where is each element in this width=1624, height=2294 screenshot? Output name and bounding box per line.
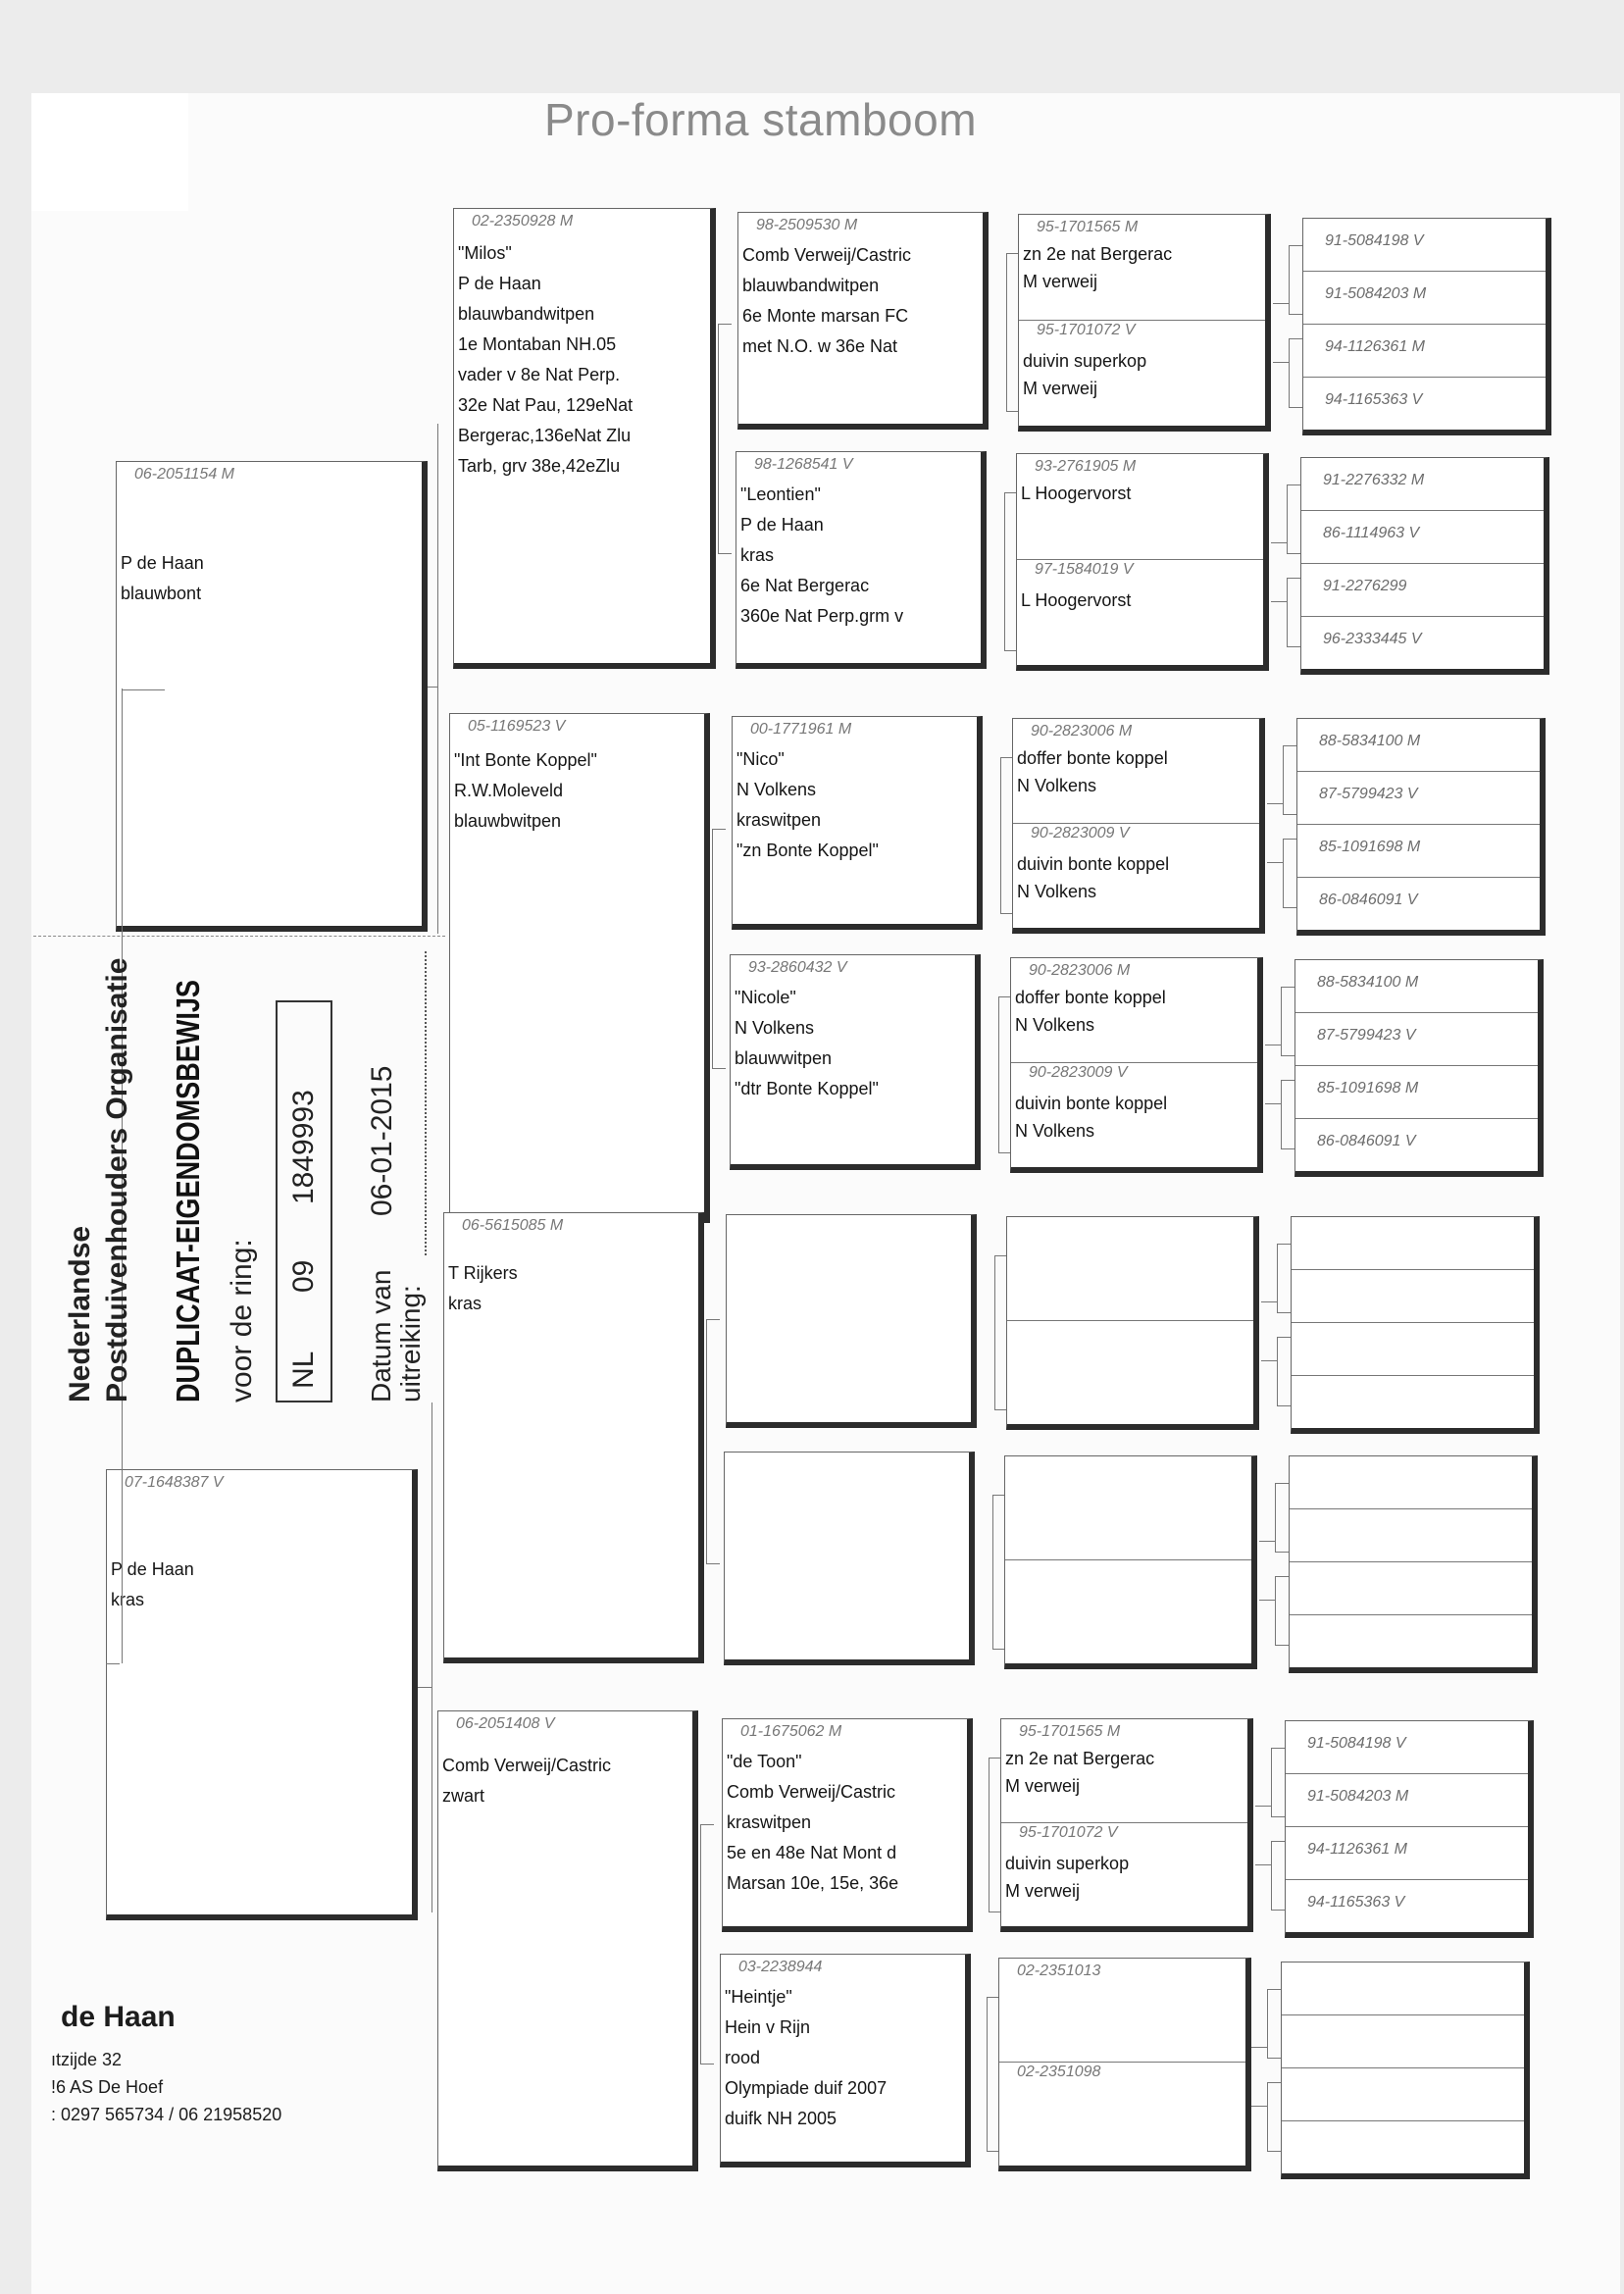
pair-bracket xyxy=(1267,2082,1281,2152)
pair-divider xyxy=(1019,320,1265,321)
ring-number: 94-1126361 M xyxy=(1303,325,1546,378)
separator-line xyxy=(33,936,445,937)
pair-bracket xyxy=(1004,492,1016,651)
pedigree-text: vader v 8e Nat Perp. xyxy=(458,365,621,384)
pair-divider xyxy=(1005,1559,1251,1560)
page-title: Pro-forma stamboom xyxy=(544,94,978,145)
ring-number: 86-0846091 V xyxy=(1317,1133,1416,1149)
pair-bracket xyxy=(1271,1841,1285,1911)
pedigree-text: Bergerac,136eNat Zlu xyxy=(458,426,632,445)
pair-divider xyxy=(1001,1822,1247,1823)
org-name-line2: Postduivenhouders Organisatie xyxy=(101,957,133,1402)
great-grandparent-box xyxy=(720,1954,971,2167)
parent-box xyxy=(106,1469,418,1920)
ring-number xyxy=(1282,2015,1524,2068)
connector-line xyxy=(106,1663,120,1664)
ancestor-pair-box xyxy=(1010,957,1263,1173)
ring-number xyxy=(1290,1456,1532,1509)
pair-bracket xyxy=(1281,1080,1294,1149)
ring-number xyxy=(1290,1509,1532,1562)
owner-phone: : 0297 565734 / 06 21958520 xyxy=(51,2105,282,2124)
pedigree-text: zn 2e nat Bergerac xyxy=(1023,244,1173,264)
pair-bracket xyxy=(1289,245,1302,315)
pedigree-text: doffer bonte koppel xyxy=(1015,988,1166,1007)
pedigree-text: N Volkens xyxy=(735,1018,815,1038)
ring-number: 98-1268541 V xyxy=(754,456,853,473)
ancestor-group-box xyxy=(1281,1962,1530,2179)
ring-number: 90-2823006 M xyxy=(1029,962,1131,979)
ancestor-group-box xyxy=(1289,1455,1538,1673)
pedigree-text: kras xyxy=(740,545,775,565)
ring-number: 93-2761905 M xyxy=(1035,458,1137,475)
pair-bracket xyxy=(1277,1337,1291,1406)
certificate-title: DUPLICAAT-EIGENDOMSBEWIJS xyxy=(170,980,206,1402)
pedigree-text: N Volkens xyxy=(736,780,817,799)
ownership-certificate xyxy=(54,957,584,1402)
pair-bracket xyxy=(1271,1748,1285,1817)
pedigree-text: 6e Nat Bergerac xyxy=(740,576,870,595)
ring-number: 85-1091698 M xyxy=(1297,825,1540,878)
ancestor-group-box xyxy=(1294,959,1544,1177)
pair-bracket xyxy=(718,324,732,554)
pedigree-text: Olympiade duif 2007 xyxy=(725,2078,888,2098)
pair-bracket xyxy=(1275,1483,1289,1553)
ring-number: 06-2051408 V xyxy=(456,1715,555,1732)
connector-line xyxy=(1251,2047,1267,2048)
ring-number: 90-2823006 M xyxy=(1031,723,1133,739)
ring-number: 87-5799423 V xyxy=(1295,1013,1538,1066)
pedigree-text: blauwbwitpen xyxy=(454,811,562,831)
pair-bracket xyxy=(1283,839,1296,908)
ring-number: 88-5834100 M xyxy=(1295,960,1538,1013)
ring-number: 03-2238944 xyxy=(738,1959,823,1975)
connector-line xyxy=(1273,303,1289,304)
ring-number: 86-0846091 V xyxy=(1319,892,1418,908)
grandparent-box xyxy=(453,208,716,669)
connector-line xyxy=(1265,1103,1281,1104)
connector-line xyxy=(1255,1806,1271,1807)
ring-number: 05-1169523 V xyxy=(468,718,566,735)
ring-number xyxy=(1292,1376,1534,1429)
connector-line xyxy=(437,424,438,934)
pair-divider xyxy=(1007,1320,1253,1321)
ring-number: 06-2051154 M xyxy=(134,466,234,483)
great-grandparent-box xyxy=(732,716,983,930)
pedigree-text: "Nico" xyxy=(736,749,785,769)
ring-number: 1849993 xyxy=(287,1090,320,1204)
ring-number: 98-2509530 M xyxy=(756,217,858,233)
ring-number: 95-1701072 V xyxy=(1019,1824,1118,1841)
ring-number: 95-1701565 M xyxy=(1037,219,1139,235)
issue-date: 06-01-2015 xyxy=(366,1065,398,1216)
ring-number: 86-1114963 V xyxy=(1301,511,1544,564)
connector-line xyxy=(1261,1301,1277,1302)
ancestor-pair-box xyxy=(1018,214,1271,432)
issue-date-label-2: uitreiking: xyxy=(395,1285,426,1402)
owner-postcode: !6 AS De Hoef xyxy=(51,2077,164,2097)
ancestor-group-box xyxy=(1291,1216,1540,1434)
pedigree-text: blauwbont xyxy=(121,584,202,603)
dotted-rule xyxy=(425,951,427,1255)
pair-bracket xyxy=(1283,745,1296,815)
ring-number: 87-5799423 V xyxy=(1297,772,1540,825)
connector-line xyxy=(418,1687,431,1688)
ring-number: 93-2860432 V xyxy=(748,959,847,976)
pedigree-text: "Int Bonte Koppel" xyxy=(454,750,597,770)
pedigree-text: L Hoogervorst xyxy=(1021,590,1132,610)
pedigree-text: duivin bonte koppel xyxy=(1017,854,1170,874)
pair-bracket xyxy=(987,1997,998,2152)
pedigree-text: met N.O. w 36e Nat xyxy=(742,336,898,356)
ancestor-pair-box xyxy=(1004,1455,1257,1669)
pedigree-text: doffer bonte koppel xyxy=(1017,748,1168,768)
ring-number xyxy=(1290,1562,1532,1615)
ring-number: 88-5834100 M xyxy=(1297,719,1540,772)
pedigree-text: P de Haan xyxy=(111,1559,194,1579)
pedigree-text: 1e Montaban NH.05 xyxy=(458,334,617,354)
pedigree-text: M verweij xyxy=(1005,1881,1081,1901)
connector-line xyxy=(1271,542,1287,543)
pair-bracket xyxy=(1287,578,1300,647)
pedigree-text: N Volkens xyxy=(1017,882,1097,901)
owner-name: de Haan xyxy=(61,2001,176,2033)
great-grandparent-box xyxy=(736,451,987,669)
ring-number: 94-1165363 V xyxy=(1325,391,1423,408)
pedigree-text: N Volkens xyxy=(1015,1121,1095,1141)
ancestor-pair-box xyxy=(1000,1718,1253,1932)
ring-number: 02-2350928 M xyxy=(472,213,574,229)
ring-number: 06-5615085 M xyxy=(462,1217,564,1234)
ring-number xyxy=(1292,1270,1534,1323)
pedigree-text: duifk NH 2005 xyxy=(725,2109,837,2128)
pair-bracket xyxy=(1275,1576,1289,1646)
ancestor-group-box xyxy=(1302,218,1551,435)
issue-date-label-1: Datum van xyxy=(366,1269,396,1402)
pedigree-text: 6e Monte marsan FC xyxy=(742,306,909,326)
pair-bracket xyxy=(1000,757,1012,914)
pedigree-text: "de Toon" xyxy=(727,1752,802,1771)
pedigree-text: 5e en 48e Nat Mont d xyxy=(727,1843,897,1862)
ring-number-box xyxy=(276,1000,332,1402)
ring-number: 91-2276299 xyxy=(1301,564,1544,617)
ring-number xyxy=(1292,1323,1534,1376)
pedigree-text: rood xyxy=(725,2048,761,2067)
pedigree-text: Tarb, grv 38e,42eZlu xyxy=(458,456,621,476)
pair-divider xyxy=(1013,823,1259,824)
blank-corner xyxy=(31,93,188,211)
connector-line xyxy=(1259,1541,1275,1542)
ring-number xyxy=(1292,1217,1534,1270)
ring-number: 91-5084203 M xyxy=(1303,272,1546,325)
ring-number: 91-5084198 V xyxy=(1286,1721,1528,1774)
great-grandparent-box xyxy=(737,212,989,430)
pedigree-text: T Rijkers xyxy=(448,1263,518,1283)
connector-line xyxy=(1259,1600,1275,1601)
pedigree-text: kras xyxy=(111,1590,145,1609)
pedigree-text: Hein v Rijn xyxy=(725,2017,811,2037)
ring-number: 91-5084203 M xyxy=(1286,1774,1528,1827)
ring-number: 94-1165363 V xyxy=(1307,1894,1405,1911)
ring-number xyxy=(1282,1963,1524,2015)
ancestor-pair-box xyxy=(1006,1216,1259,1430)
connector-line xyxy=(1261,1360,1277,1361)
pair-bracket xyxy=(992,1495,1004,1650)
ancestor-pair-box xyxy=(1012,718,1265,934)
ring-number: 94-1126361 M xyxy=(1286,1827,1528,1880)
pair-divider xyxy=(1017,559,1263,560)
ring-number: 90-2823009 V xyxy=(1029,1064,1128,1081)
pedigree-text: blauwwitpen xyxy=(735,1048,833,1068)
pair-bracket xyxy=(1281,987,1294,1056)
ring-year: 09 xyxy=(287,1259,320,1293)
pair-bracket xyxy=(1006,253,1018,412)
ring-number: 96-2333445 V xyxy=(1323,631,1422,647)
pedigree-text: Comb Verweij/Castric xyxy=(742,245,912,265)
pair-bracket xyxy=(712,829,726,1069)
pedigree-text: "Leontien" xyxy=(740,484,821,504)
connector-line xyxy=(431,1402,432,1912)
ring-number: 02-2351013 xyxy=(1017,1963,1101,1979)
connector-line xyxy=(428,687,437,688)
pedigree-text: "Nicole" xyxy=(735,988,796,1007)
pedigree-text: L Hoogervorst xyxy=(1021,484,1132,503)
pedigree-text: blauwbandwitpen xyxy=(458,304,595,324)
pedigree-text: 360e Nat Perp.grm v xyxy=(740,606,904,626)
pedigree-text: Comb Verweij/Castric xyxy=(727,1782,896,1802)
grandparent-box xyxy=(437,1710,698,2171)
ring-number: 07-1648387 V xyxy=(125,1474,224,1491)
ring-country: NL xyxy=(287,1351,320,1389)
connector-line xyxy=(1267,803,1283,804)
ring-number xyxy=(1290,1615,1532,1668)
ancestor-group-box xyxy=(1285,1720,1534,1938)
pair-bracket xyxy=(989,1758,1000,1912)
ring-number xyxy=(1282,2068,1524,2121)
pedigree-text: P de Haan xyxy=(121,553,204,573)
pedigree-text: kras xyxy=(448,1294,482,1313)
pair-bracket xyxy=(994,1255,1006,1410)
ring-number: 90-2823009 V xyxy=(1031,825,1130,841)
pedigree-text: blauwbandwitpen xyxy=(742,276,880,295)
pedigree-text: N Volkens xyxy=(1017,776,1097,795)
ring-number: 97-1584019 V xyxy=(1035,561,1134,578)
ring-number: 02-2351098 xyxy=(1017,2064,1101,2080)
pedigree-text: M verweij xyxy=(1023,272,1098,291)
ring-number: 85-1091698 M xyxy=(1295,1066,1538,1119)
ancestor-pair-box xyxy=(1016,453,1269,671)
pair-divider xyxy=(999,2062,1245,2063)
connector-line xyxy=(1267,862,1283,863)
great-grandparent-box xyxy=(730,954,981,1170)
pedigree-text: duivin superkop xyxy=(1023,351,1147,371)
pair-bracket xyxy=(1277,1244,1291,1313)
pedigree-text: Comb Verweij/Castric xyxy=(442,1756,612,1775)
ring-number: 91-5084198 V xyxy=(1303,219,1546,272)
connector-line xyxy=(122,689,165,690)
pedigree-text: "dtr Bonte Koppel" xyxy=(735,1079,879,1098)
pair-bracket xyxy=(1287,484,1300,554)
ancestor-group-box xyxy=(1296,718,1546,936)
pedigree-text: kraswitpen xyxy=(727,1812,812,1832)
pedigree-text: P de Haan xyxy=(458,274,541,293)
pedigree-text: zn 2e nat Bergerac xyxy=(1005,1749,1155,1768)
ring-number: 95-1701072 V xyxy=(1037,322,1136,338)
pedigree-text: "Milos" xyxy=(458,243,512,263)
ring-number: 91-2276332 M xyxy=(1301,458,1544,511)
pedigree-text: kraswitpen xyxy=(736,810,822,830)
pedigree-text: N Volkens xyxy=(1015,1015,1095,1035)
pedigree-text: 32e Nat Pau, 129eNat xyxy=(458,395,634,415)
ring-label: voor de ring: xyxy=(226,1239,258,1402)
pedigree-text: zwart xyxy=(442,1786,485,1806)
owner-street: ıtzijde 32 xyxy=(51,2050,123,2069)
connector-line xyxy=(1255,1864,1271,1865)
pedigree-text: duivin superkop xyxy=(1005,1854,1130,1873)
ring-number: 00-1771961 M xyxy=(750,721,852,738)
great-grandparent-box xyxy=(722,1718,973,1932)
pedigree-text: R.W.Moleveld xyxy=(454,781,564,800)
ring-number: 95-1701565 M xyxy=(1019,1723,1121,1740)
great-grandparent-box xyxy=(726,1214,977,1428)
org-name-line1: Nederlandse xyxy=(64,1225,96,1402)
ring-number xyxy=(1282,2121,1524,2174)
great-grandparent-box xyxy=(724,1452,975,1665)
pedigree-text: P de Haan xyxy=(740,515,824,535)
pedigree-text: "Heintje" xyxy=(725,1987,792,2007)
connector-line xyxy=(1251,2106,1267,2107)
pair-bracket xyxy=(1267,1989,1281,2059)
ancestor-pair-box xyxy=(998,1958,1251,2171)
pair-bracket xyxy=(700,1824,714,2065)
connector-line xyxy=(1271,601,1287,602)
pair-bracket xyxy=(1289,338,1302,408)
pair-bracket xyxy=(998,996,1010,1153)
pedigree-text: M verweij xyxy=(1005,1776,1081,1796)
connector-line xyxy=(1273,362,1289,363)
pair-bracket xyxy=(706,1319,720,1564)
ancestor-group-box xyxy=(1300,457,1549,675)
pedigree-text: "zn Bonte Koppel" xyxy=(736,841,879,860)
pedigree-text: M verweij xyxy=(1023,379,1098,398)
pedigree-text: duivin bonte koppel xyxy=(1015,1094,1168,1113)
parent-box xyxy=(116,461,428,932)
pedigree-text: Marsan 10e, 15e, 36e xyxy=(727,1873,899,1893)
pair-divider xyxy=(1011,1062,1257,1063)
ring-number: 01-1675062 M xyxy=(740,1723,842,1740)
